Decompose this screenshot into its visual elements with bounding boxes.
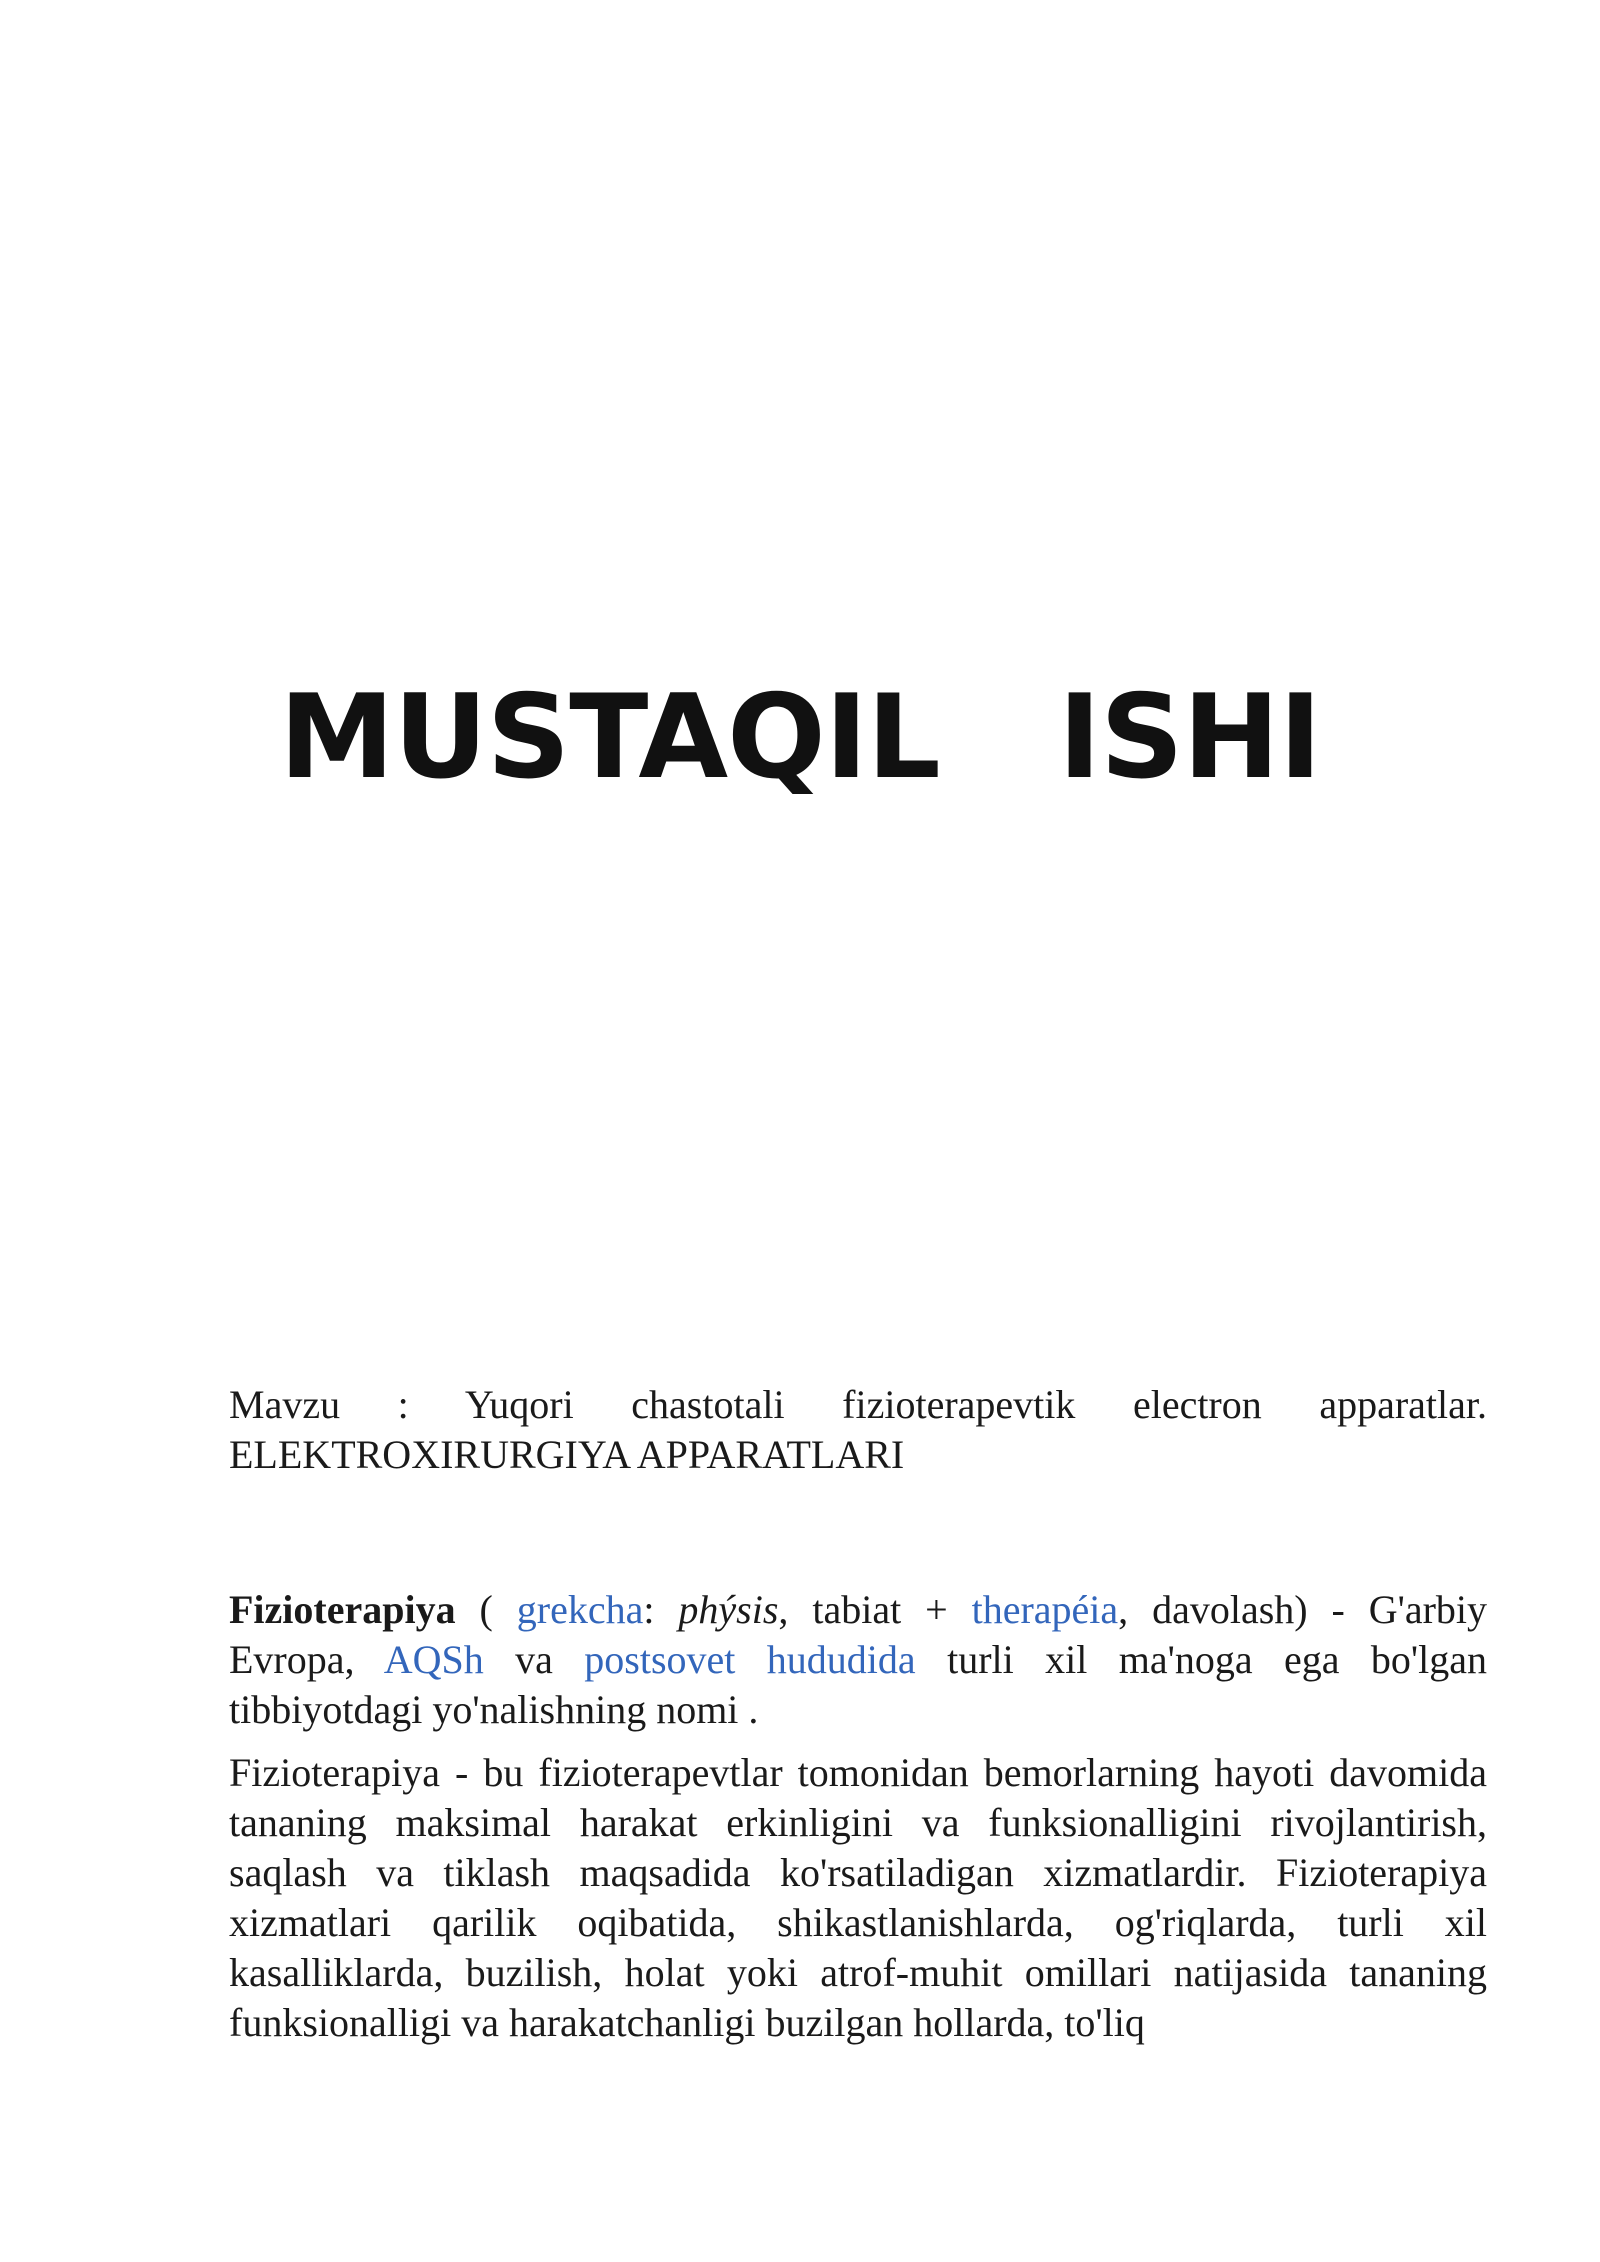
link-therapeia[interactable]: therapéia [971, 1587, 1119, 1632]
paragraph-text: Fizioterapiya - bu fizioterapevtlar tomonidan bemorlarning hayoti davomida tananing maksimal harakat erkinligini va funksionalligini rivojlantirish, saqlash va tiklash maqsadida ko'rsatiladigan xizmatlardir. Fizioterapiya xizmatlari qarilik oqibatida, shikastlanishlarda, og'riqlarda, turli xil kasalliklarda, buzilish, holat yoki atrof-muhit omillari natijasida tananing funksionalligi va harakatchanligi buzilgan hollarda, to'liq [229, 1750, 1487, 2045]
text-segment: , davolash) - G'arbiy Evropa, [229, 1587, 1488, 1682]
link-grekcha[interactable]: grekcha [516, 1587, 644, 1632]
link-postsovet[interactable]: postsovet hududida [584, 1637, 916, 1682]
topic-subtitle: ELEKTROXIRURGIYA APPARATLARI [229, 1432, 905, 1477]
text-segment: : [643, 1587, 679, 1632]
intro-paragraph [229, 1585, 1487, 1735]
page-title: MUSTAQIL ISHI [279, 670, 1321, 805]
text-segment: ( [455, 1587, 517, 1632]
text-segment: , tabiat + [778, 1587, 972, 1632]
greek-word: phýsis [678, 1587, 779, 1632]
term-bold: Fizioterapiya [229, 1587, 456, 1632]
body-paragraph [229, 1748, 1487, 2048]
text-segment: va [483, 1637, 585, 1682]
topic-block [229, 1380, 1487, 1480]
topic-line: Mavzu : Yuqori chastotali fizioterapevtik electron apparatlar. [229, 1382, 1487, 1427]
text-segment: turli xil ma'noga ega bo'lgan tibbiyotdagi yo'nalishning nomi . [229, 1637, 1487, 1732]
link-aqsh[interactable]: AQSh [383, 1637, 484, 1682]
